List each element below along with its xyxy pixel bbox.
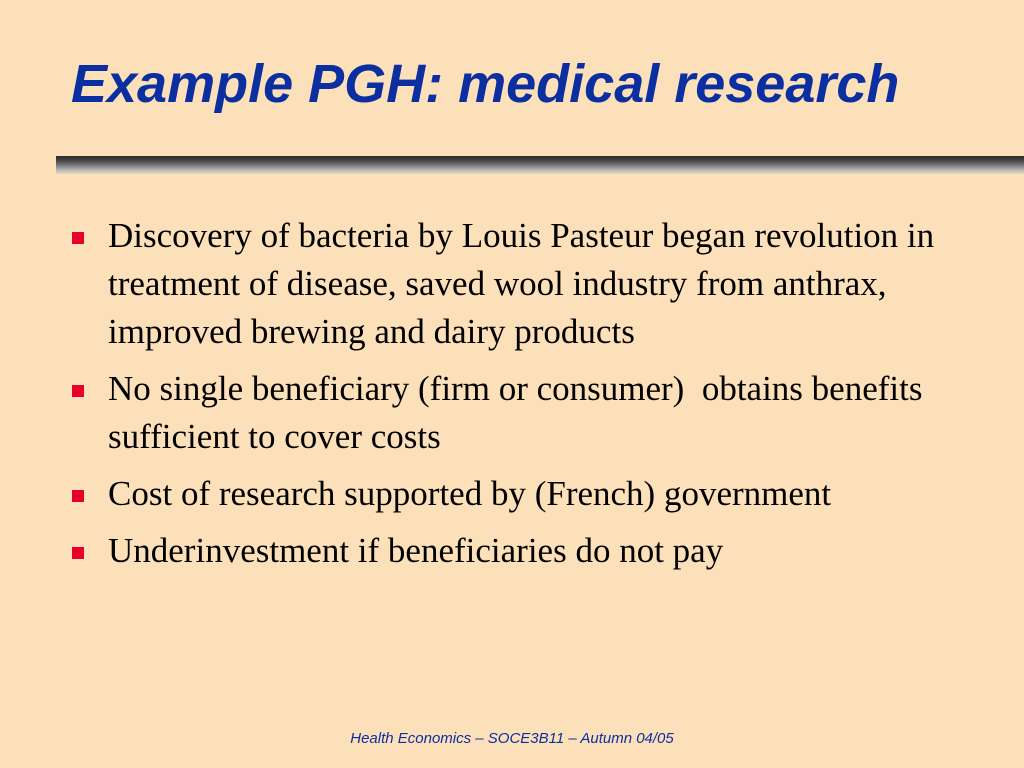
bullet-item [70, 365, 1000, 461]
title-divider [56, 156, 1024, 174]
slide-title: Example PGH: medical research [71, 54, 900, 114]
bullet-item [70, 527, 1000, 575]
red-square-bullet-icon [72, 490, 84, 502]
bullet-text: Discovery of bacteria by Louis Pasteur began revolution in treatment of disease, saved wool industry from anthrax, improved brewing and dairy products [108, 216, 935, 351]
red-square-bullet-icon [72, 547, 84, 559]
red-square-bullet-icon [72, 232, 84, 244]
bullet-text: No single beneficiary (firm or consumer) obtains benefits sufficient to cover costs [108, 369, 932, 456]
bullet-text: Underinvestment if beneficiaries do not pay [108, 531, 724, 570]
bullet-text: Cost of research supported by (French) government [108, 474, 832, 513]
slide-footer: Health Economics – SOCE3B11 – Autumn 04/05 [350, 730, 674, 747]
bullet-list [70, 212, 1000, 584]
bullet-item [70, 470, 1000, 518]
divider-shadow-band [56, 156, 1024, 174]
bullet-item [70, 212, 1000, 356]
red-square-bullet-icon [72, 385, 84, 397]
